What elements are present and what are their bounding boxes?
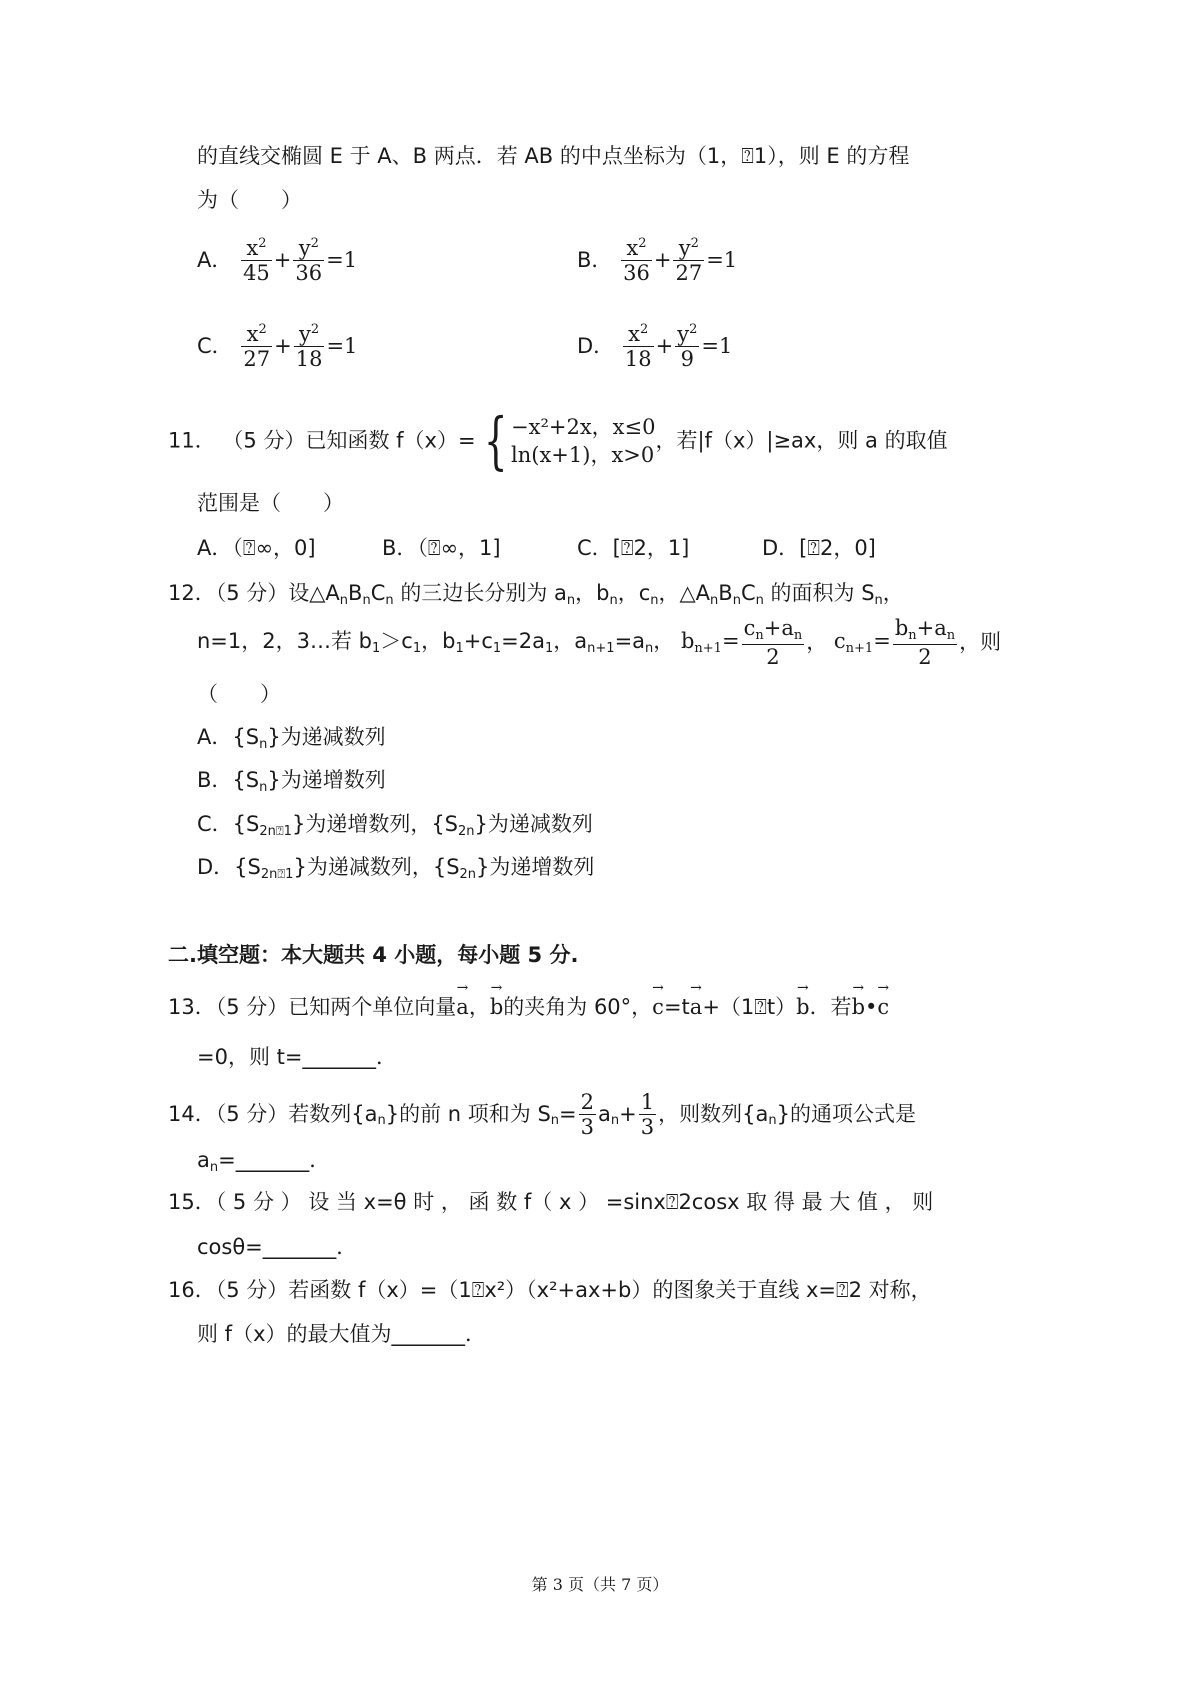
exponent: 2 bbox=[258, 322, 267, 337]
q12-line1: 12．（5 分）设$\triangle A_nB_nC_n$ 的三边长分别为 $a_n$，$b_n$，$c_n$，$\triangle A_nB_nC_n$ 的面积为 $S_n$， bbox=[168, 581, 904, 608]
option-label: C． bbox=[197, 334, 233, 359]
exponent: 2 bbox=[258, 236, 267, 251]
text: a bbox=[197, 1148, 210, 1172]
denominator: 27 bbox=[243, 347, 271, 372]
q11-pre: （5 分）已知函数 f（x）= bbox=[222, 428, 476, 453]
page-footer: 第 3 页（共 7 页） bbox=[531, 1575, 669, 1594]
q15-line1 bbox=[168, 1192, 933, 1213]
exponent: 2 bbox=[640, 322, 649, 337]
q11-option-b: B．（⍰∞，1] bbox=[382, 536, 501, 560]
fraction bbox=[241, 322, 272, 371]
numerator: y bbox=[677, 322, 690, 346]
label: A．{S bbox=[197, 725, 260, 749]
fraction: $\frac{c_n+a_n}{2}$ bbox=[743, 616, 803, 669]
numerator: x bbox=[246, 236, 259, 260]
q12-line2: n=1，2，3…若 $b_1>c_1$，$b_1+c_1=2a_1$，$a_{n+1}=a_n$， $b_{n+1}=$ $\frac{c_n+a_n}{2}$ ， $c_{n+1}=$ $\frac{b_n+a_n}{2}$ ，则 bbox=[197, 616, 1002, 669]
missing-glyph: ⍰ bbox=[741, 144, 754, 168]
denominator: 18 bbox=[295, 347, 323, 372]
text: }的通项公式是 bbox=[776, 1102, 916, 1127]
text: =_______． bbox=[218, 1148, 331, 1172]
q16-line2: 则 f（x）的最大值为_______． bbox=[197, 1322, 486, 1346]
numerator: x bbox=[628, 322, 640, 346]
q12-option-b: B．$\{S_n\}$为递增数列 bbox=[197, 768, 386, 795]
q10-line1-tail: 1），则 E 的方程 bbox=[753, 144, 910, 168]
text: ， bbox=[468, 995, 490, 1019]
numerator: y bbox=[678, 236, 691, 260]
q12-option-c: C．$\{S_{2n⍰1}\}$为递增数列，$\{S_{2n}\}$为递减数列 bbox=[197, 812, 593, 839]
label: B．{S bbox=[197, 768, 260, 792]
q12-option-a: A．$\{S_n\}$为递减数列 bbox=[197, 725, 386, 752]
equals-one: =1 bbox=[326, 334, 358, 359]
equals-one: =1 bbox=[326, 248, 358, 273]
numerator: 1 bbox=[640, 1090, 655, 1114]
denominator: 45 bbox=[243, 261, 270, 286]
text: ，则数列{a bbox=[658, 1102, 769, 1127]
text: ．若 bbox=[809, 995, 852, 1019]
piecewise-cases bbox=[511, 413, 655, 470]
equals-one: =1 bbox=[701, 334, 733, 359]
q10-option-b bbox=[577, 236, 737, 285]
fraction bbox=[294, 322, 325, 371]
q15-line2: cosθ=_______． bbox=[197, 1235, 358, 1259]
text: }的前 n 项和为 S bbox=[385, 1102, 551, 1127]
question-number: 16． bbox=[168, 1278, 216, 1302]
q13-line2: =0，则 t=_______． bbox=[197, 1045, 397, 1069]
section-heading: 二.填空题：本大题共 4 小题，每小题 5 分. bbox=[168, 943, 579, 967]
text: = bbox=[559, 1102, 577, 1127]
fraction bbox=[621, 236, 652, 285]
question-number: 11． bbox=[168, 428, 216, 453]
option-label: B． bbox=[577, 248, 613, 273]
case-2: ln(x+1)，x>0 bbox=[511, 443, 655, 467]
plus: + bbox=[653, 248, 672, 273]
text: +（1⍰t） bbox=[702, 995, 797, 1019]
fraction bbox=[675, 322, 699, 371]
q10-line1 bbox=[197, 146, 909, 167]
fraction bbox=[293, 236, 324, 285]
vector-c: → c bbox=[877, 997, 889, 1018]
text: =t bbox=[663, 995, 690, 1019]
exponent: 2 bbox=[690, 236, 699, 251]
denominator: 18 bbox=[624, 347, 652, 372]
q11-line2: 范围是（ ） bbox=[197, 491, 344, 515]
exponent: 2 bbox=[310, 236, 319, 251]
denominator: 9 bbox=[680, 347, 694, 372]
numerator: x bbox=[246, 322, 259, 346]
plus: + bbox=[274, 334, 292, 359]
text: a bbox=[598, 1102, 611, 1127]
fraction bbox=[639, 1090, 656, 1139]
text: （5 分）若数列{a bbox=[215, 1102, 378, 1127]
q10-line2: 为（ ） bbox=[197, 188, 302, 212]
denominator: 3 bbox=[640, 1115, 655, 1140]
q10-option-c bbox=[197, 322, 357, 371]
vector-b: → b bbox=[796, 997, 809, 1018]
text: }为递减数列 bbox=[474, 812, 593, 836]
numerator: 2 bbox=[580, 1090, 595, 1114]
text: + bbox=[619, 1102, 637, 1127]
text: （5 分）已知两个单位向量 bbox=[215, 995, 457, 1019]
numerator: x bbox=[626, 236, 639, 260]
question-number: 14． bbox=[168, 1102, 216, 1127]
option-label: A． bbox=[197, 248, 233, 273]
brace-icon: { bbox=[483, 404, 508, 477]
question-number: 12． bbox=[168, 581, 216, 605]
text: }为递增数列 bbox=[476, 855, 595, 879]
vector-a: → a bbox=[690, 997, 703, 1018]
question-number: 13． bbox=[168, 995, 216, 1019]
q13-line1 bbox=[168, 997, 889, 1018]
exponent: 2 bbox=[689, 322, 698, 337]
text: （ 5 分 ） 设 当 x=θ 时 ， 函 数 f（ x ） =sinx⍰2cosx 取 得 最 大 值 ， 则 bbox=[215, 1190, 934, 1214]
q10-option-d bbox=[577, 322, 732, 371]
text: }为递减数列 bbox=[267, 725, 386, 749]
plus: + bbox=[273, 248, 292, 273]
q12-option-d: D．$\{S_{2n⍰1}\}$为递减数列，$\{S_{2n}\}$为递增数列 bbox=[197, 855, 595, 882]
q14-line1: 14．（5 分）若数列$\{a_n\}$的前 n 项和为 $S_n=$ $\frac{2}{3}$ $a_n+$ $\frac{1}{3}$ ，则数列$\{a_n\}$的通项公式是 bbox=[168, 1090, 916, 1140]
text: }为递增数列 bbox=[267, 768, 386, 792]
option-label: D． bbox=[577, 334, 615, 359]
label: C．{S bbox=[197, 812, 260, 836]
fraction bbox=[673, 236, 704, 285]
dot-operator: • bbox=[865, 995, 878, 1019]
question-number: 15． bbox=[168, 1190, 216, 1214]
q16-line1 bbox=[168, 1280, 932, 1301]
label: D．{S bbox=[197, 855, 261, 879]
text: }为递增数列，{S bbox=[291, 812, 459, 836]
case-1: −x²+2x，x≤0 bbox=[511, 414, 656, 439]
denominator: 36 bbox=[295, 261, 323, 286]
text: （5 分）若函数 f（x）=（1⍰x²）（x²+ax+b）的图象关于直线 x=⍰2 对称， bbox=[215, 1278, 932, 1302]
fraction bbox=[579, 1090, 596, 1139]
numerator: y bbox=[298, 322, 311, 346]
q11-option-d: D．[⍰2，0] bbox=[762, 536, 876, 560]
text: }为递减数列，{S bbox=[293, 855, 460, 879]
q11-post: ，若|f（x）|≥ax，则 a 的取值 bbox=[655, 428, 948, 453]
denominator: 3 bbox=[580, 1115, 595, 1140]
fraction bbox=[623, 322, 654, 371]
q12-text: （5 分）设△A bbox=[215, 581, 340, 605]
exponent: 2 bbox=[638, 236, 647, 251]
vector-b: → b bbox=[490, 997, 503, 1018]
denominator: 27 bbox=[675, 261, 703, 286]
denominator: 36 bbox=[623, 261, 650, 286]
vector-b: → b bbox=[852, 997, 865, 1018]
q10-line1-text: 的直线交椭圆 E 于 A、B 两点．若 AB 的中点坐标为（1， bbox=[197, 144, 742, 168]
q10-option-a bbox=[197, 236, 357, 285]
q14-line2: $a_n=\_\_\_\_\_\_\_$． bbox=[197, 1148, 331, 1175]
plus: + bbox=[655, 334, 674, 359]
q12-line3: （ ） bbox=[197, 682, 281, 706]
numerator: y bbox=[298, 236, 311, 260]
q11-option-c: C．[⍰2，1] bbox=[577, 536, 690, 560]
vector-a: → a bbox=[456, 997, 469, 1018]
q11-line1 bbox=[168, 404, 948, 477]
fraction: $\frac{b_n+a_n}{2}$ bbox=[894, 616, 956, 669]
exponent: 2 bbox=[310, 322, 320, 337]
q11-option-a: A．（⍰∞，0] bbox=[197, 536, 316, 560]
vector-c: → c bbox=[652, 997, 664, 1018]
equals-one: =1 bbox=[706, 248, 738, 273]
text: 的夹角为 60°， bbox=[503, 995, 653, 1019]
fraction bbox=[241, 236, 272, 285]
